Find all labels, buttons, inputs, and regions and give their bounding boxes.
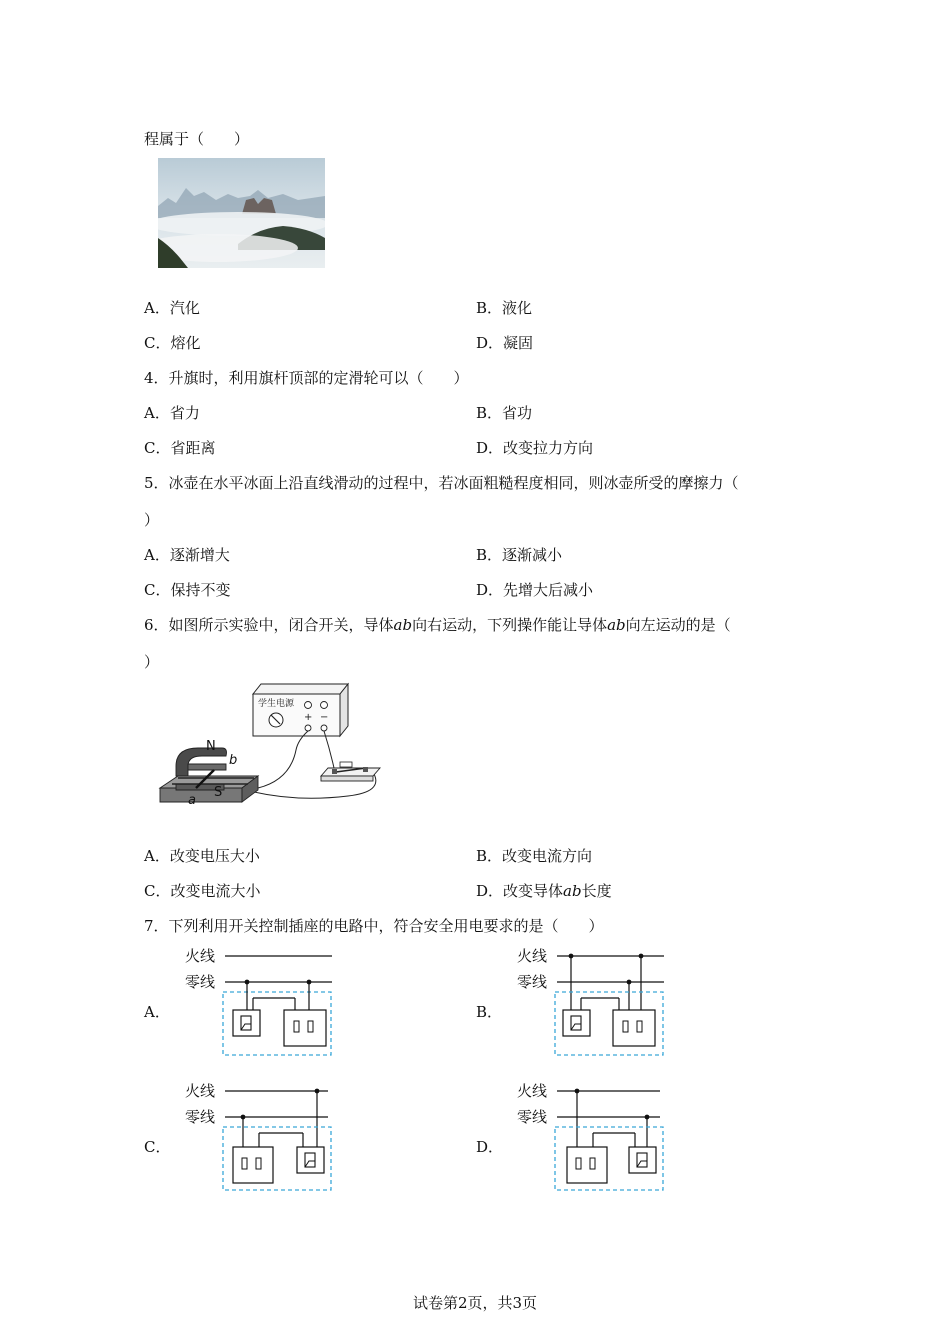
q5-stem: 5．冰壶在水平冰面上沿直线滑动的过程中，若冰面粗糙程度相同，则冰壶所受的摩擦力（ xyxy=(144,474,739,492)
q5-stem-cont: ） xyxy=(144,511,160,529)
q6-option-c[interactable]: C．改变电流大小 xyxy=(144,882,261,900)
power-supply xyxy=(253,684,348,736)
q6-stem: 6．如图所示实验中，闭合开关，导体ab向右运动，下列操作能让导体ab向左运动的是（ xyxy=(144,616,731,634)
socket-icon xyxy=(233,1147,273,1183)
pole-s-label: S xyxy=(214,785,223,800)
circuit-b-diagram[interactable] xyxy=(517,944,667,1058)
q5-option-a[interactable]: A．逐渐增大 xyxy=(144,546,230,564)
plus-terminal-label: + xyxy=(304,712,313,723)
q3-option-c[interactable]: C．熔化 xyxy=(144,334,201,352)
q4-option-d[interactable]: D．改变拉力方向 xyxy=(476,439,594,457)
q4-option-b[interactable]: B．省功 xyxy=(476,404,533,422)
neutral-wire-label: 零线 xyxy=(185,973,216,991)
live-wire-label: 火线 xyxy=(185,947,216,965)
indicator-icon xyxy=(321,702,328,709)
q5-option-d[interactable]: D．先增大后减小 xyxy=(476,581,594,599)
socket-icon xyxy=(284,1010,326,1046)
knife-switch xyxy=(321,762,380,781)
socket-icon xyxy=(613,1010,655,1046)
neutral-wire-label: 零线 xyxy=(517,973,548,991)
end-a-label: a xyxy=(188,793,196,808)
q5-option-c[interactable]: C．保持不变 xyxy=(144,581,231,599)
socket-icon xyxy=(567,1147,607,1183)
cloud-sea-photo xyxy=(158,158,325,268)
electromagnetic-experiment-figure xyxy=(158,680,383,808)
q7-option-c-label[interactable]: C． xyxy=(144,1138,171,1156)
q7-stem: 7．下列利用开关控制插座的电路中，符合安全用电要求的是（ ） xyxy=(144,917,604,935)
live-wire-label: 火线 xyxy=(517,947,548,965)
q3-stem-tail: 程属于（ ） xyxy=(144,130,250,148)
q7-option-b-label[interactable]: B． xyxy=(476,1003,503,1021)
power-supply-label: 学生电源 xyxy=(258,699,295,709)
q6-option-d[interactable]: D．改变导体ab长度 xyxy=(476,882,612,900)
q6-option-a[interactable]: A．改变电压大小 xyxy=(144,847,260,865)
circuit-d-diagram[interactable] xyxy=(517,1079,667,1193)
live-wire-label: 火线 xyxy=(517,1082,548,1100)
q3-option-a[interactable]: A．汽化 xyxy=(144,299,200,317)
q6-option-b[interactable]: B．改变电流方向 xyxy=(476,847,593,865)
circuit-a-diagram[interactable] xyxy=(185,944,335,1058)
end-b-label: b xyxy=(229,753,238,768)
pole-n-label: N xyxy=(206,739,216,754)
q3-option-d[interactable]: D．凝固 xyxy=(476,334,534,352)
neutral-wire-label: 零线 xyxy=(517,1108,548,1126)
circuit-c-diagram[interactable] xyxy=(185,1079,335,1193)
q4-option-c[interactable]: C．省距离 xyxy=(144,439,216,457)
q4-option-a[interactable]: A．省力 xyxy=(144,404,200,422)
page-footer: 试卷第2页，共3页 xyxy=(412,1294,538,1312)
q5-option-b[interactable]: B．逐渐减小 xyxy=(476,546,563,564)
q3-option-b[interactable]: B．液化 xyxy=(476,299,533,317)
q7-option-a-label[interactable]: A． xyxy=(144,1003,170,1021)
neutral-wire-label: 零线 xyxy=(185,1108,216,1126)
live-wire-label: 火线 xyxy=(185,1082,216,1100)
q4-stem: 4．升旗时，利用旗杆顶部的定滑轮可以（ ） xyxy=(144,369,469,387)
minus-terminal-label: − xyxy=(320,712,329,723)
power-switch-icon xyxy=(305,702,312,709)
magnet-assembly xyxy=(160,748,258,802)
q6-stem-cont: ） xyxy=(144,653,160,671)
q7-option-d-label[interactable]: D． xyxy=(476,1138,504,1156)
